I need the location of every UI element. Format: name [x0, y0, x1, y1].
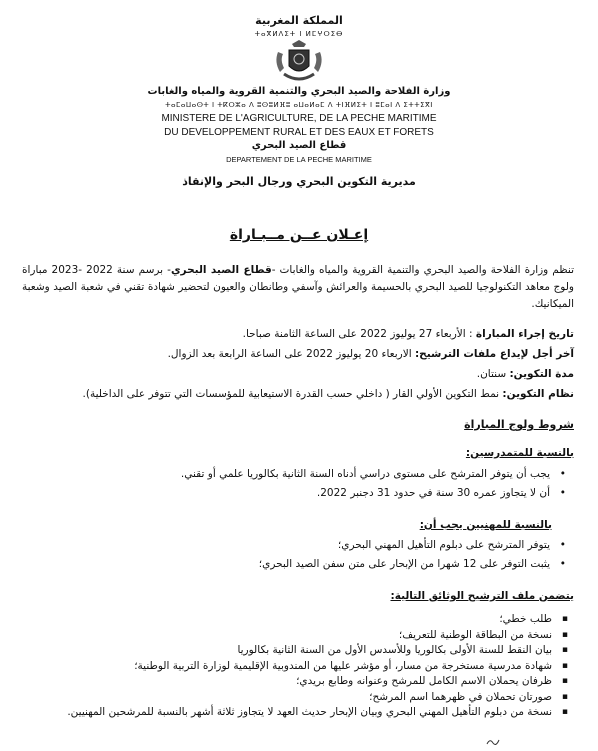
- list-item: ▪ ظرفان يحملان الاسم الكامل للمرشح وعنوانه وطابع بريدي؛: [22, 674, 552, 690]
- ministry-name-tifinagh: ⵜⴰⵎⴰⵡⴰⵙⵜ ⵏ ⵜⴽⵔⵣⴰ ⴷ ⵓⵙⵓⵍⴼⵓ ⴰⵡⴰⵍⴰⵎ ⴷ ⵜⵏⴼⵍⵉⵜ ⵏ ⵓⵎⴰⵏ ⴷ ⵉⵜⵜⵉⴳⵏ: [165, 101, 433, 109]
- list-item: ▪ شهادة مدرسية مستخرجة من مسار، أو مؤشر عليها من المندوبية الإقليمية لوزارة التربية الوطنية؛: [22, 659, 552, 675]
- intro-paragraph: [22, 262, 574, 313]
- detail-deadline: آخر أجل لإيداع ملفات الترشيح: الاربعاء 20 يوليوز 2022 على الساعة الرابعة بعد الزوال.: [167, 348, 574, 360]
- department-name-fr: DEPARTEMENT DE LA PECHE MARITIME: [226, 155, 372, 164]
- intro-part-1: تنظم وزارة الفلاحة والصيد البحري والتنمية القروية والمياه والغابات -: [271, 264, 574, 276]
- intro-part-2: - برسم سنة 2022 -2023 مباراة ولوج معاهد التكنولوجيا للصيد البحري بالحسيمة والعرائش وآسفي وطانطان والعيون لتحضير شهادة تقني في شعبة الصيد وشعبة الميكانيك.: [22, 264, 574, 310]
- detail-duration: مدة التكوين: سنتان.: [476, 368, 574, 380]
- students-title: بالنسبة للمتمدرسين:: [465, 447, 574, 459]
- list-item: ▪ طلب خطي؛: [22, 612, 552, 628]
- kingdom-name-ar: المملكة المغربية: [255, 14, 343, 27]
- kingdom-name-tifinagh: ⵜⴰⴳⵍⴷⵉⵜ ⵏ ⵍⵎⵖⵔⵉⴱ: [254, 30, 344, 38]
- documents-title: يتضمن ملف الترشيح الوثائق التالية:: [390, 590, 574, 602]
- ministry-name-fr-1: MINISTERE DE L'AGRICULTURE, DE LA PECHE MARITIME: [161, 113, 437, 124]
- detail-exam-date: تاريخ إجراء المباراة : الأربعاء 27 يوليوز 2022 على الساعة الثامنة صباحا.: [242, 328, 574, 340]
- students-conditions-list: [22, 465, 574, 503]
- ministry-name-ar: وزارة الفلاحة والصيد البحري والتنمية القروية والمياه والغابات: [147, 86, 451, 97]
- list-item: • يتوفر المترشح على دبلوم التأهيل المهني البحري؛: [22, 536, 550, 555]
- list-item: ▪ نسخة من دبلوم التأهيل المهني البحري وبيان الإبحار حديث العهد لا يتجاوز ثلاثة أشهر بالنسبة للمرشحين المهنيين.: [22, 705, 552, 721]
- list-item: • يجب أن يتوفر المترشح على مستوى دراسي أدناه السنة الثانية بكالوريا علمي أو تقني.: [22, 465, 550, 484]
- list-item: ▪ بيان النقط للسنة الأولى بكالوريا وللأسدس الأول من السنة الثانية بكالوريا: [22, 643, 552, 659]
- professionals-title: بالنسبة للمهنيين يجب أن:: [419, 519, 552, 531]
- ministry-name-fr-2: DU DEVELOPPEMENT RURAL ET DES EAUX ET FORETS: [164, 127, 434, 138]
- documents-list: [22, 612, 574, 721]
- directorate-name: مديرية التكوين البحري ورجال البحر والإنقاذ: [182, 175, 416, 188]
- department-name-ar: قطاع الصيد البحري: [251, 140, 347, 151]
- conditions-title: شروط ولوج المباراة: [464, 418, 574, 431]
- detail-training-system: نظام التكوين: نمط التكوين الأولي القار ( داخلي حسب القدرة الاستيعابية للمؤسسات التي تتوفر على الداخلية).: [82, 388, 574, 400]
- list-item: • أن لا يتجاوز عمره 30 سنة في حدود 31 دجنبر 2022.: [22, 484, 550, 503]
- coat-of-arms-icon: [270, 38, 328, 84]
- signature-mark-icon: [486, 732, 500, 742]
- intro-department: قطاع الصيد البحري: [170, 264, 272, 276]
- list-item: • يثبت التوفر على 12 شهرا من الإبحار على متن سفن الصيد البحري؛: [22, 555, 550, 574]
- page-title: إعـلان عــن مــبـاراة: [229, 227, 369, 243]
- list-item: ▪ صورتان تحملان في ظهرهما اسم المرشح؛: [22, 690, 552, 706]
- competition-details: [22, 324, 574, 404]
- list-item: ▪ نسخة من البطاقة الوطنية للتعريف؛: [22, 628, 552, 644]
- professionals-conditions-list: [22, 536, 574, 574]
